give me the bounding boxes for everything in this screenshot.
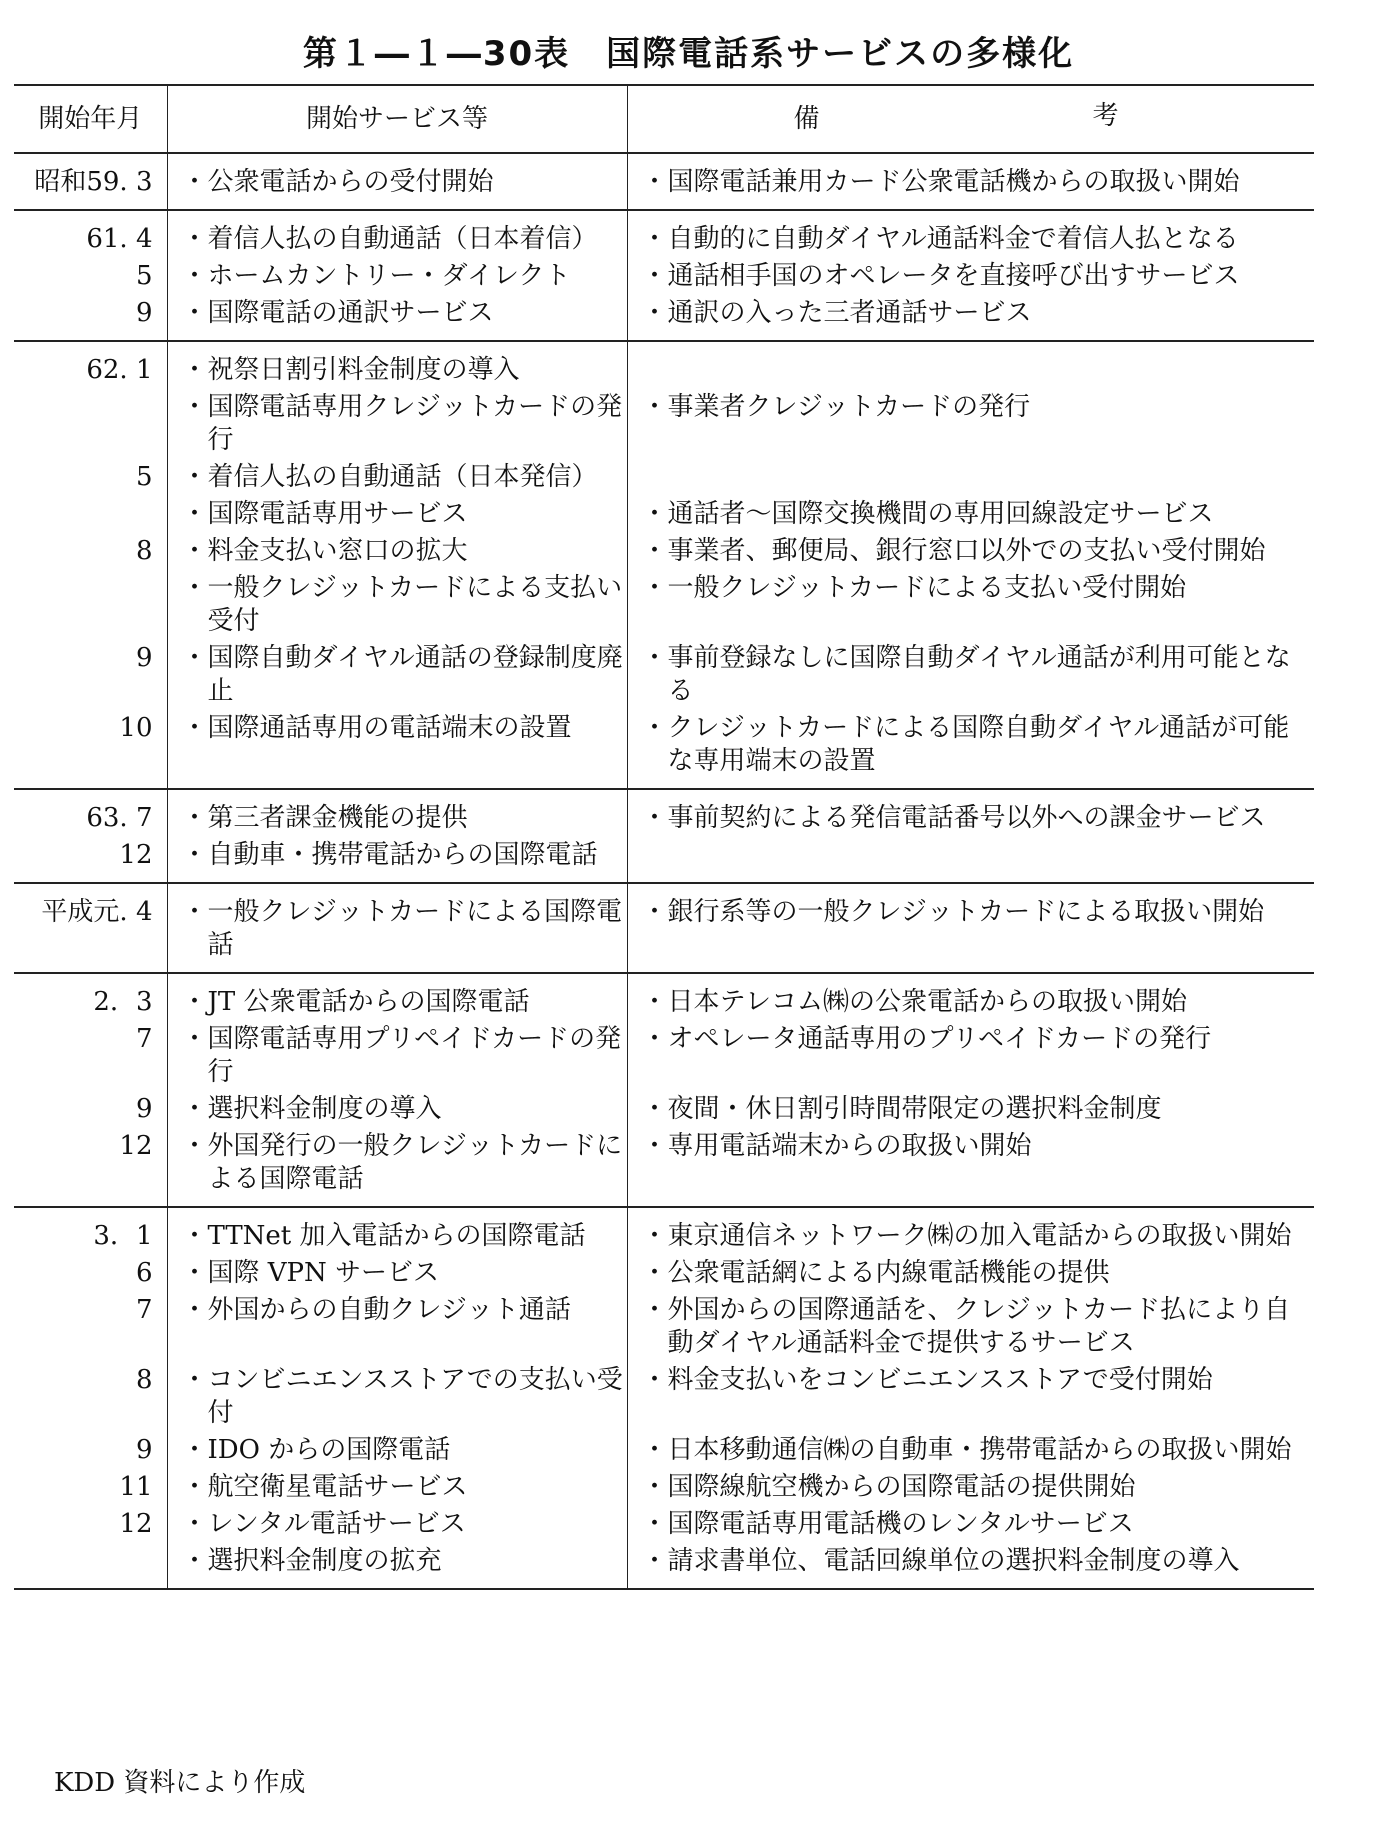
bullet-item bbox=[642, 896, 1315, 929]
cell-note bbox=[627, 789, 1314, 839]
bullet-dot: ・ bbox=[181, 987, 208, 1017]
bullet-item bbox=[182, 1023, 627, 1089]
cell-service bbox=[167, 535, 627, 572]
cell-note bbox=[627, 1508, 1314, 1545]
bullet-item bbox=[642, 1023, 1315, 1056]
cell-service bbox=[167, 1130, 627, 1207]
cell-note-text: 国際電話兼用カード公衆電話機からの取扱い開始 bbox=[667, 167, 1240, 197]
cell-date bbox=[14, 572, 167, 642]
table-row bbox=[14, 1471, 1314, 1508]
cell-note-text: 一般クレジットカードによる支払い受付開始 bbox=[667, 573, 1187, 603]
bullet-item bbox=[182, 1364, 627, 1430]
cell-service-text: 一般クレジットカードによる支払い受付 bbox=[207, 573, 623, 636]
bullet-dot: ・ bbox=[641, 499, 668, 529]
bullet-item bbox=[642, 572, 1315, 605]
cell-service-text: 着信人払の自動通話（日本発信） bbox=[207, 462, 598, 492]
cell-service bbox=[167, 973, 627, 1023]
table-row bbox=[14, 153, 1314, 210]
header-date: 開始年月 bbox=[14, 85, 167, 153]
bullet-dot: ・ bbox=[181, 1435, 208, 1465]
cell-note bbox=[627, 1434, 1314, 1471]
bullet-dot: ・ bbox=[181, 392, 208, 422]
cell-note-text: 夜間・休日割引時間帯限定の選択料金制度 bbox=[667, 1094, 1162, 1124]
cell-note-text: 公衆電話網による内線電話機能の提供 bbox=[667, 1258, 1110, 1288]
cell-note-text: 専用電話端末からの取扱い開始 bbox=[667, 1131, 1032, 1161]
table-row bbox=[14, 1207, 1314, 1257]
bullet-item bbox=[642, 1257, 1315, 1290]
bullet-dot: ・ bbox=[181, 355, 208, 385]
bullet-item bbox=[642, 1434, 1315, 1467]
bullet-item bbox=[182, 896, 627, 962]
cell-service-text: 一般クレジットカードによる国際電話 bbox=[207, 897, 623, 960]
bullet-dot: ・ bbox=[641, 1221, 668, 1251]
cell-service bbox=[167, 1364, 627, 1434]
bullet-dot: ・ bbox=[181, 1472, 208, 1502]
bullet-dot: ・ bbox=[181, 536, 208, 566]
cell-note-text: オペレータ通話専用のプリペイドカードの発行 bbox=[667, 1024, 1212, 1054]
table-row bbox=[14, 210, 1314, 260]
bullet-dot: ・ bbox=[641, 392, 668, 422]
bullet-dot: ・ bbox=[181, 1295, 208, 1325]
table-row bbox=[14, 1023, 1314, 1093]
table-header bbox=[14, 85, 1314, 153]
bullet-dot: ・ bbox=[181, 840, 208, 870]
bullet-dot: ・ bbox=[641, 1024, 668, 1054]
bullet-item bbox=[182, 498, 627, 531]
bullet-item bbox=[182, 297, 627, 330]
bullet-dot: ・ bbox=[641, 573, 668, 603]
table-group bbox=[14, 210, 1314, 341]
cell-note bbox=[627, 535, 1314, 572]
cell-date: 62. 1 bbox=[14, 341, 167, 391]
cell-service bbox=[167, 1093, 627, 1130]
bullet-dot: ・ bbox=[181, 803, 208, 833]
cell-note bbox=[627, 839, 1314, 883]
table-row bbox=[14, 1434, 1314, 1471]
cell-service bbox=[167, 1023, 627, 1093]
cell-date: 2．3 bbox=[14, 973, 167, 1023]
cell-service bbox=[167, 260, 627, 297]
bullet-item bbox=[642, 535, 1315, 568]
table-row bbox=[14, 572, 1314, 642]
cell-note bbox=[627, 1364, 1314, 1434]
bullet-item bbox=[642, 260, 1315, 293]
table-row bbox=[14, 883, 1314, 973]
cell-date: 7 bbox=[14, 1294, 167, 1364]
services-table bbox=[14, 84, 1314, 1590]
table-title: 第１―１―30表 国際電話系サービスの多様化 bbox=[302, 34, 1075, 74]
cell-note-text: 日本テレコム㈱の公衆電話からの取扱い開始 bbox=[667, 987, 1187, 1017]
bullet-item bbox=[642, 1545, 1315, 1578]
bullet-dot: ・ bbox=[181, 1024, 208, 1054]
cell-note bbox=[627, 712, 1314, 789]
cell-service-text: 第三者課金機能の提供 bbox=[207, 803, 468, 833]
cell-note-text: 自動的に自動ダイヤル通話料金で着信人払となる bbox=[667, 224, 1239, 254]
cell-date: 9 bbox=[14, 297, 167, 341]
table-row bbox=[14, 1294, 1314, 1364]
cell-service-text: 選択料金制度の拡充 bbox=[207, 1546, 442, 1576]
cell-note bbox=[627, 1207, 1314, 1257]
cell-note bbox=[627, 297, 1314, 341]
bullet-dot: ・ bbox=[181, 897, 208, 927]
bullet-dot: ・ bbox=[181, 1509, 208, 1539]
header-note-char-2: 考 bbox=[1092, 101, 1119, 131]
bullet-dot: ・ bbox=[181, 261, 208, 291]
bullet-item bbox=[642, 391, 1315, 424]
bullet-item bbox=[182, 1294, 627, 1327]
bullet-dot: ・ bbox=[181, 643, 208, 673]
bullet-dot: ・ bbox=[641, 1472, 668, 1502]
header-service: 開始サービス等 bbox=[167, 85, 627, 153]
header-note bbox=[627, 85, 1314, 153]
cell-note bbox=[627, 260, 1314, 297]
cell-date: 10 bbox=[14, 712, 167, 789]
bullet-item bbox=[182, 260, 627, 293]
cell-date: 7 bbox=[14, 1023, 167, 1093]
bullet-dot: ・ bbox=[641, 987, 668, 1017]
cell-note bbox=[627, 1545, 1314, 1589]
cell-note-text: 国際線航空機からの国際電話の提供開始 bbox=[667, 1472, 1136, 1502]
cell-service-text: 外国からの自動クレジット通話 bbox=[207, 1295, 571, 1325]
cell-service-text: 外国発行の一般クレジットカードによる国際電話 bbox=[207, 1131, 623, 1194]
bullet-item bbox=[642, 1294, 1315, 1360]
cell-date: 8 bbox=[14, 535, 167, 572]
bullet-dot: ・ bbox=[641, 643, 668, 673]
table-row bbox=[14, 461, 1314, 498]
cell-date: 11 bbox=[14, 1471, 167, 1508]
cell-date: 5 bbox=[14, 260, 167, 297]
cell-note-text: 請求書単位、電話回線単位の選択料金制度の導入 bbox=[667, 1546, 1240, 1576]
bullet-item bbox=[182, 1220, 627, 1253]
bullet-item bbox=[642, 1093, 1315, 1126]
bullet-item bbox=[182, 712, 627, 745]
bullet-item bbox=[642, 986, 1315, 1019]
cell-date: 12 bbox=[14, 839, 167, 883]
bullet-item bbox=[642, 1364, 1315, 1397]
cell-note-text: 東京通信ネットワーク㈱の加入電話からの取扱い開始 bbox=[667, 1221, 1292, 1251]
table-row bbox=[14, 712, 1314, 789]
cell-note-text: 通話者～国際交換機間の専用回線設定サービス bbox=[667, 499, 1214, 529]
table-row bbox=[14, 260, 1314, 297]
bullet-item bbox=[182, 986, 627, 1019]
bullet-item bbox=[182, 1434, 627, 1467]
cell-note-text: 事前登録なしに国際自動ダイヤル通話が利用可能となる bbox=[667, 643, 1291, 706]
bullet-dot: ・ bbox=[181, 167, 208, 197]
cell-note bbox=[627, 642, 1314, 712]
bullet-dot: ・ bbox=[641, 298, 668, 328]
cell-date: 9 bbox=[14, 1093, 167, 1130]
cell-note-text: 銀行系等の一般クレジットカードによる取扱い開始 bbox=[667, 897, 1265, 927]
cell-date: 8 bbox=[14, 1364, 167, 1434]
cell-service bbox=[167, 153, 627, 210]
cell-note-text: 日本移動通信㈱の自動車・携帯電話からの取扱い開始 bbox=[667, 1435, 1292, 1465]
bullet-item bbox=[182, 223, 627, 256]
table-group bbox=[14, 883, 1314, 973]
bullet-dot: ・ bbox=[181, 713, 208, 743]
cell-service-text: 国際自動ダイヤル通話の登録制度廃止 bbox=[207, 643, 623, 706]
bullet-item bbox=[642, 802, 1315, 835]
table-row bbox=[14, 839, 1314, 883]
cell-note bbox=[627, 1471, 1314, 1508]
cell-note bbox=[627, 572, 1314, 642]
bullet-dot: ・ bbox=[641, 1435, 668, 1465]
cell-note bbox=[627, 1130, 1314, 1207]
header-note-char-1: 備 bbox=[793, 104, 820, 134]
cell-service bbox=[167, 712, 627, 789]
bullet-dot: ・ bbox=[181, 224, 208, 254]
cell-service-text: 国際電話専用クレジットカードの発行 bbox=[207, 392, 623, 455]
cell-note bbox=[627, 498, 1314, 535]
cell-date: 12 bbox=[14, 1508, 167, 1545]
bullet-dot: ・ bbox=[641, 713, 668, 743]
cell-service bbox=[167, 1471, 627, 1508]
bullet-dot: ・ bbox=[641, 167, 668, 197]
cell-note-text: 通訳の入った三者通話サービス bbox=[667, 298, 1032, 328]
cell-note-text: 国際電話専用電話機のレンタルサービス bbox=[667, 1509, 1134, 1539]
table-group bbox=[14, 341, 1314, 789]
bullet-item bbox=[642, 1508, 1315, 1541]
bullet-dot: ・ bbox=[641, 1509, 668, 1539]
cell-note bbox=[627, 153, 1314, 210]
cell-note-text: クレジットカードによる国際自動ダイヤル通話が可能な専用端末の設置 bbox=[667, 713, 1290, 776]
cell-service-text: 公衆電話からの受付開始 bbox=[207, 167, 494, 197]
bullet-dot: ・ bbox=[641, 1365, 668, 1395]
table-row bbox=[14, 535, 1314, 572]
cell-service-text: 航空衛星電話サービス bbox=[207, 1472, 468, 1502]
bullet-dot: ・ bbox=[181, 499, 208, 529]
cell-note bbox=[627, 973, 1314, 1023]
table-row bbox=[14, 1364, 1314, 1434]
cell-service bbox=[167, 572, 627, 642]
cell-date: 9 bbox=[14, 642, 167, 712]
cell-note bbox=[627, 461, 1314, 498]
cell-note bbox=[627, 1093, 1314, 1130]
cell-service bbox=[167, 341, 627, 391]
bullet-item bbox=[182, 391, 627, 457]
bullet-dot: ・ bbox=[641, 536, 668, 566]
cell-service-text: レンタル電話サービス bbox=[207, 1509, 466, 1539]
cell-service bbox=[167, 1294, 627, 1364]
bullet-item bbox=[182, 535, 627, 568]
cell-note-text: 通話相手国のオペレータを直接呼び出すサービス bbox=[667, 261, 1240, 291]
bullet-item bbox=[182, 839, 627, 872]
bullet-item bbox=[182, 572, 627, 638]
bullet-dot: ・ bbox=[641, 1546, 668, 1576]
table-group bbox=[14, 789, 1314, 883]
bullet-item bbox=[642, 297, 1315, 330]
bullet-item bbox=[182, 1257, 627, 1290]
cell-service bbox=[167, 1434, 627, 1471]
cell-note-text: 料金支払いをコンビニエンスストアで受付開始 bbox=[667, 1365, 1213, 1395]
bullet-item bbox=[642, 166, 1315, 199]
cell-note-text: 事業者クレジットカードの発行 bbox=[667, 392, 1031, 422]
bullet-dot: ・ bbox=[641, 224, 668, 254]
cell-service-text: 祝祭日割引料金制度の導入 bbox=[207, 355, 520, 385]
cell-service bbox=[167, 789, 627, 839]
table-row bbox=[14, 642, 1314, 712]
bullet-item bbox=[642, 1220, 1315, 1253]
bullet-dot: ・ bbox=[181, 298, 208, 328]
table-group bbox=[14, 153, 1314, 210]
cell-note bbox=[627, 883, 1314, 973]
cell-date: 6 bbox=[14, 1257, 167, 1294]
cell-note bbox=[627, 1023, 1314, 1093]
bullet-item bbox=[642, 712, 1315, 778]
cell-service-text: 自動車・携帯電話からの国際電話 bbox=[207, 840, 598, 870]
cell-date: 3．1 bbox=[14, 1207, 167, 1257]
cell-date: 5 bbox=[14, 461, 167, 498]
cell-service-text: IDO からの国際電話 bbox=[207, 1435, 451, 1465]
bullet-item bbox=[642, 223, 1315, 256]
cell-note bbox=[627, 210, 1314, 260]
bullet-dot: ・ bbox=[181, 1094, 208, 1124]
cell-service-text: 国際電話専用サービス bbox=[207, 499, 468, 529]
bullet-item bbox=[642, 498, 1315, 531]
bullet-dot: ・ bbox=[641, 261, 668, 291]
source-note: KDD 資料により作成 bbox=[54, 1768, 306, 1798]
cell-service bbox=[167, 498, 627, 535]
table-row bbox=[14, 391, 1314, 461]
cell-service bbox=[167, 642, 627, 712]
bullet-item bbox=[182, 1508, 627, 1541]
cell-service bbox=[167, 1508, 627, 1545]
cell-service-text: TTNet 加入電話からの国際電話 bbox=[207, 1221, 586, 1251]
cell-date: 9 bbox=[14, 1434, 167, 1471]
cell-service bbox=[167, 297, 627, 341]
bullet-item bbox=[642, 1471, 1315, 1504]
cell-service bbox=[167, 1257, 627, 1294]
cell-note bbox=[627, 1257, 1314, 1294]
cell-service-text: ホームカントリー・ダイレクト bbox=[207, 261, 571, 291]
bullet-dot: ・ bbox=[181, 1131, 208, 1161]
bullet-item bbox=[642, 642, 1315, 708]
bullet-item bbox=[182, 461, 627, 494]
bullet-item bbox=[182, 166, 627, 199]
cell-service bbox=[167, 1207, 627, 1257]
cell-date: 昭和59. 3 bbox=[14, 153, 167, 210]
cell-date: 平成元. 4 bbox=[14, 883, 167, 973]
cell-service bbox=[167, 883, 627, 973]
table-row bbox=[14, 973, 1314, 1023]
cell-date: 61. 4 bbox=[14, 210, 167, 260]
cell-date: 12 bbox=[14, 1130, 167, 1207]
table-group bbox=[14, 973, 1314, 1207]
bullet-item bbox=[182, 802, 627, 835]
bullet-dot: ・ bbox=[641, 1295, 668, 1325]
bullet-dot: ・ bbox=[181, 1221, 208, 1251]
bullet-item bbox=[182, 354, 627, 387]
cell-date bbox=[14, 498, 167, 535]
cell-service-text: 国際 VPN サービス bbox=[207, 1258, 440, 1288]
bullet-item bbox=[182, 1130, 627, 1196]
cell-note-text: 事業者、郵便局、銀行窓口以外での支払い受付開始 bbox=[667, 536, 1266, 566]
cell-service-text: コンビニエンスストアでの支払い受付 bbox=[207, 1365, 623, 1428]
cell-note bbox=[627, 1294, 1314, 1364]
table-row bbox=[14, 341, 1314, 391]
cell-note-text: 外国からの国際通話を、クレジットカード払により自動ダイヤル通話料金で提供するサービス bbox=[667, 1295, 1291, 1358]
bullet-item bbox=[182, 1093, 627, 1126]
table-row bbox=[14, 498, 1314, 535]
cell-service-text: 国際電話の通訳サービス bbox=[207, 298, 494, 328]
bullet-dot: ・ bbox=[181, 573, 208, 603]
table-group bbox=[14, 1207, 1314, 1589]
bullet-dot: ・ bbox=[181, 1365, 208, 1395]
bullet-dot: ・ bbox=[641, 803, 668, 833]
bullet-dot: ・ bbox=[641, 1131, 668, 1161]
bullet-dot: ・ bbox=[641, 1094, 668, 1124]
bullet-item bbox=[642, 1130, 1315, 1163]
table-row bbox=[14, 1545, 1314, 1589]
cell-service-text: 料金支払い窓口の拡大 bbox=[207, 536, 468, 566]
cell-service bbox=[167, 839, 627, 883]
bullet-dot: ・ bbox=[641, 1258, 668, 1288]
bullet-dot: ・ bbox=[181, 1546, 208, 1576]
cell-service-text: 選択料金制度の導入 bbox=[207, 1094, 442, 1124]
table-row bbox=[14, 789, 1314, 839]
bullet-item bbox=[182, 1545, 627, 1578]
cell-service-text: 国際通話専用の電話端末の設置 bbox=[207, 713, 572, 743]
cell-service bbox=[167, 391, 627, 461]
cell-date bbox=[14, 1545, 167, 1589]
cell-service bbox=[167, 1545, 627, 1589]
cell-service-text: JT 公衆電話からの国際電話 bbox=[207, 987, 530, 1017]
table-row bbox=[14, 297, 1314, 341]
table-row bbox=[14, 1130, 1314, 1207]
cell-date: 63. 7 bbox=[14, 789, 167, 839]
bullet-dot: ・ bbox=[181, 462, 208, 492]
bullet-item bbox=[182, 642, 627, 708]
cell-note-text: 事前契約による発信電話番号以外への課金サービス bbox=[667, 803, 1266, 833]
cell-service-text: 国際電話専用プリペイドカードの発行 bbox=[207, 1024, 622, 1087]
bullet-dot: ・ bbox=[181, 1258, 208, 1288]
cell-note bbox=[627, 391, 1314, 461]
table-row bbox=[14, 1257, 1314, 1294]
table-row bbox=[14, 1508, 1314, 1545]
bullet-dot: ・ bbox=[641, 897, 668, 927]
bullet-item bbox=[182, 1471, 627, 1504]
table-row bbox=[14, 1093, 1314, 1130]
cell-date bbox=[14, 391, 167, 461]
cell-service bbox=[167, 210, 627, 260]
cell-note bbox=[627, 341, 1314, 391]
cell-service bbox=[167, 461, 627, 498]
cell-service-text: 着信人払の自動通話（日本着信） bbox=[207, 224, 598, 254]
